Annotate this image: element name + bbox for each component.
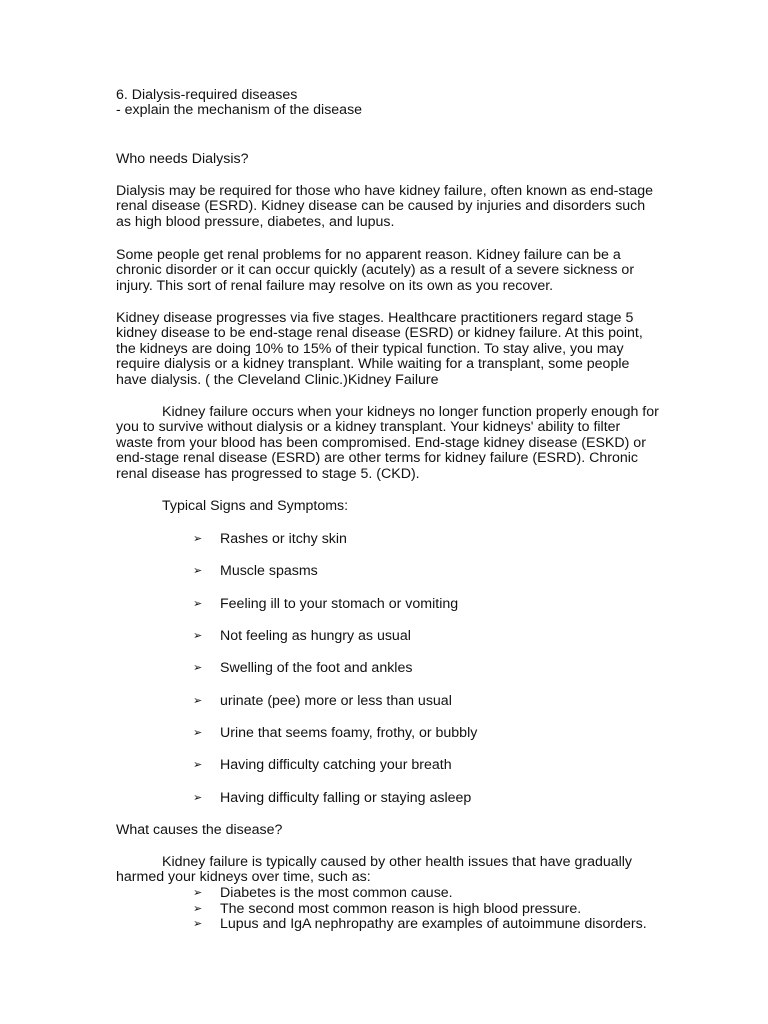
paragraph-4-text: Kidney failure occurs when your kidneys no longer function properly enough for you to survive without dialysis or a kidney transplant. Your kidneys' ability to filter waste from your blood has been compromised. End-stage kidney disease (ESKD) or end-stage renal disease (ESRD) are other terms for kidney failure (ESRD). Chronic renal disease has progressed to stage 5. (CKD).: [116, 404, 659, 482]
paragraph-4: [116, 405, 661, 482]
paragraph-2: [116, 248, 661, 294]
arrow-bullet-icon: ➢: [193, 792, 203, 804]
arrow-bullet-icon: ➢: [193, 630, 203, 642]
symptom-item: [193, 726, 663, 742]
arrow-bullet-icon: ➢: [193, 918, 203, 930]
arrow-bullet-icon: ➢: [193, 727, 203, 739]
arrow-bullet-icon: ➢: [193, 695, 203, 707]
arrow-bullet-icon: ➢: [193, 759, 203, 771]
cause-text: Lupus and IgA nephropathy are examples of autoimmune disorders.: [220, 916, 647, 932]
symptom-item: [193, 661, 663, 677]
symptom-text: Rashes or itchy skin: [220, 531, 347, 547]
paragraph-1-text: Dialysis may be required for those who have kidney failure, often known as end-stage renal disease (ESRD). Kidney disease can be caused by injuries and disorders such as high blood pressure, diabetes, and lupus.: [116, 183, 654, 230]
causes-heading-text: What causes the disease?: [116, 822, 283, 838]
paragraph-2-text: Some people get renal problems for no apparent reason. Kidney failure can be a chronic disorder or it can occur quickly (acutely) as a result of a severe sickness or injury. This sort of renal failure may resolve on its own as you recover.: [116, 247, 635, 294]
arrow-bullet-icon: ➢: [193, 887, 203, 899]
symptom-text: urinate (pee) more or less than usual: [220, 693, 452, 709]
paragraph-3-text: Kidney disease progresses via five stages. Healthcare practitioners regard stage 5 kidney disease to be end-stage renal disease (ESRD) or kidney failure. At this point, the kidneys are doing 10% to 15% of their typical function. To stay alive, you may require dialysis or a kidney transplant. While waiting for a transplant, some people have dialysis. ( the Cleveland Clinic.)Kidney Failure: [116, 310, 643, 388]
arrow-bullet-icon: ➢: [193, 533, 203, 545]
symptom-text: Urine that seems foamy, frothy, or bubbly: [220, 725, 478, 741]
cause-text: Diabetes is the most common cause.: [220, 885, 453, 901]
cause-text: The second most common reason is high blood pressure.: [220, 901, 582, 917]
paragraph-3: [116, 311, 661, 388]
who-needs-heading-text: Who needs Dialysis?: [116, 151, 249, 167]
symptom-item: [193, 532, 663, 548]
causes-intro: [116, 855, 661, 886]
causes-intro-text: Kidney failure is typically caused by other health issues that have gradually harmed your kidneys over time, such as:: [116, 854, 633, 886]
arrow-bullet-icon: ➢: [193, 598, 203, 610]
paragraph-1: [116, 184, 661, 230]
symptom-text: Having difficulty catching your breath: [220, 757, 452, 773]
who-needs-heading: [116, 152, 661, 167]
symptom-text: Muscle spasms: [220, 563, 318, 579]
symptom-item: [193, 564, 663, 580]
arrow-bullet-icon: ➢: [193, 565, 203, 577]
causes-heading: [116, 823, 661, 838]
cause-item: [193, 886, 663, 902]
symptom-item: [193, 597, 663, 613]
symptom-item: [193, 791, 663, 807]
symptom-item: [193, 694, 663, 710]
symptom-text: Swelling of the foot and ankles: [220, 660, 413, 676]
symptom-text: Feeling ill to your stomach or vomiting: [220, 596, 459, 612]
cause-item: [193, 917, 663, 933]
arrow-bullet-icon: ➢: [193, 903, 203, 915]
document-header: [116, 88, 661, 119]
symptoms-heading: Typical Signs and Symptoms:: [162, 498, 349, 514]
document-title: 6. Dialysis-required diseases: [116, 87, 298, 103]
symptom-item: [193, 629, 663, 645]
symptom-text: Not feeling as hungry as usual: [220, 628, 411, 644]
arrow-bullet-icon: ➢: [193, 662, 203, 674]
symptom-item: [193, 758, 663, 774]
symptom-text: Having difficulty falling or staying asleep: [220, 790, 472, 806]
document-subtitle: - explain the mechanism of the disease: [116, 102, 363, 119]
